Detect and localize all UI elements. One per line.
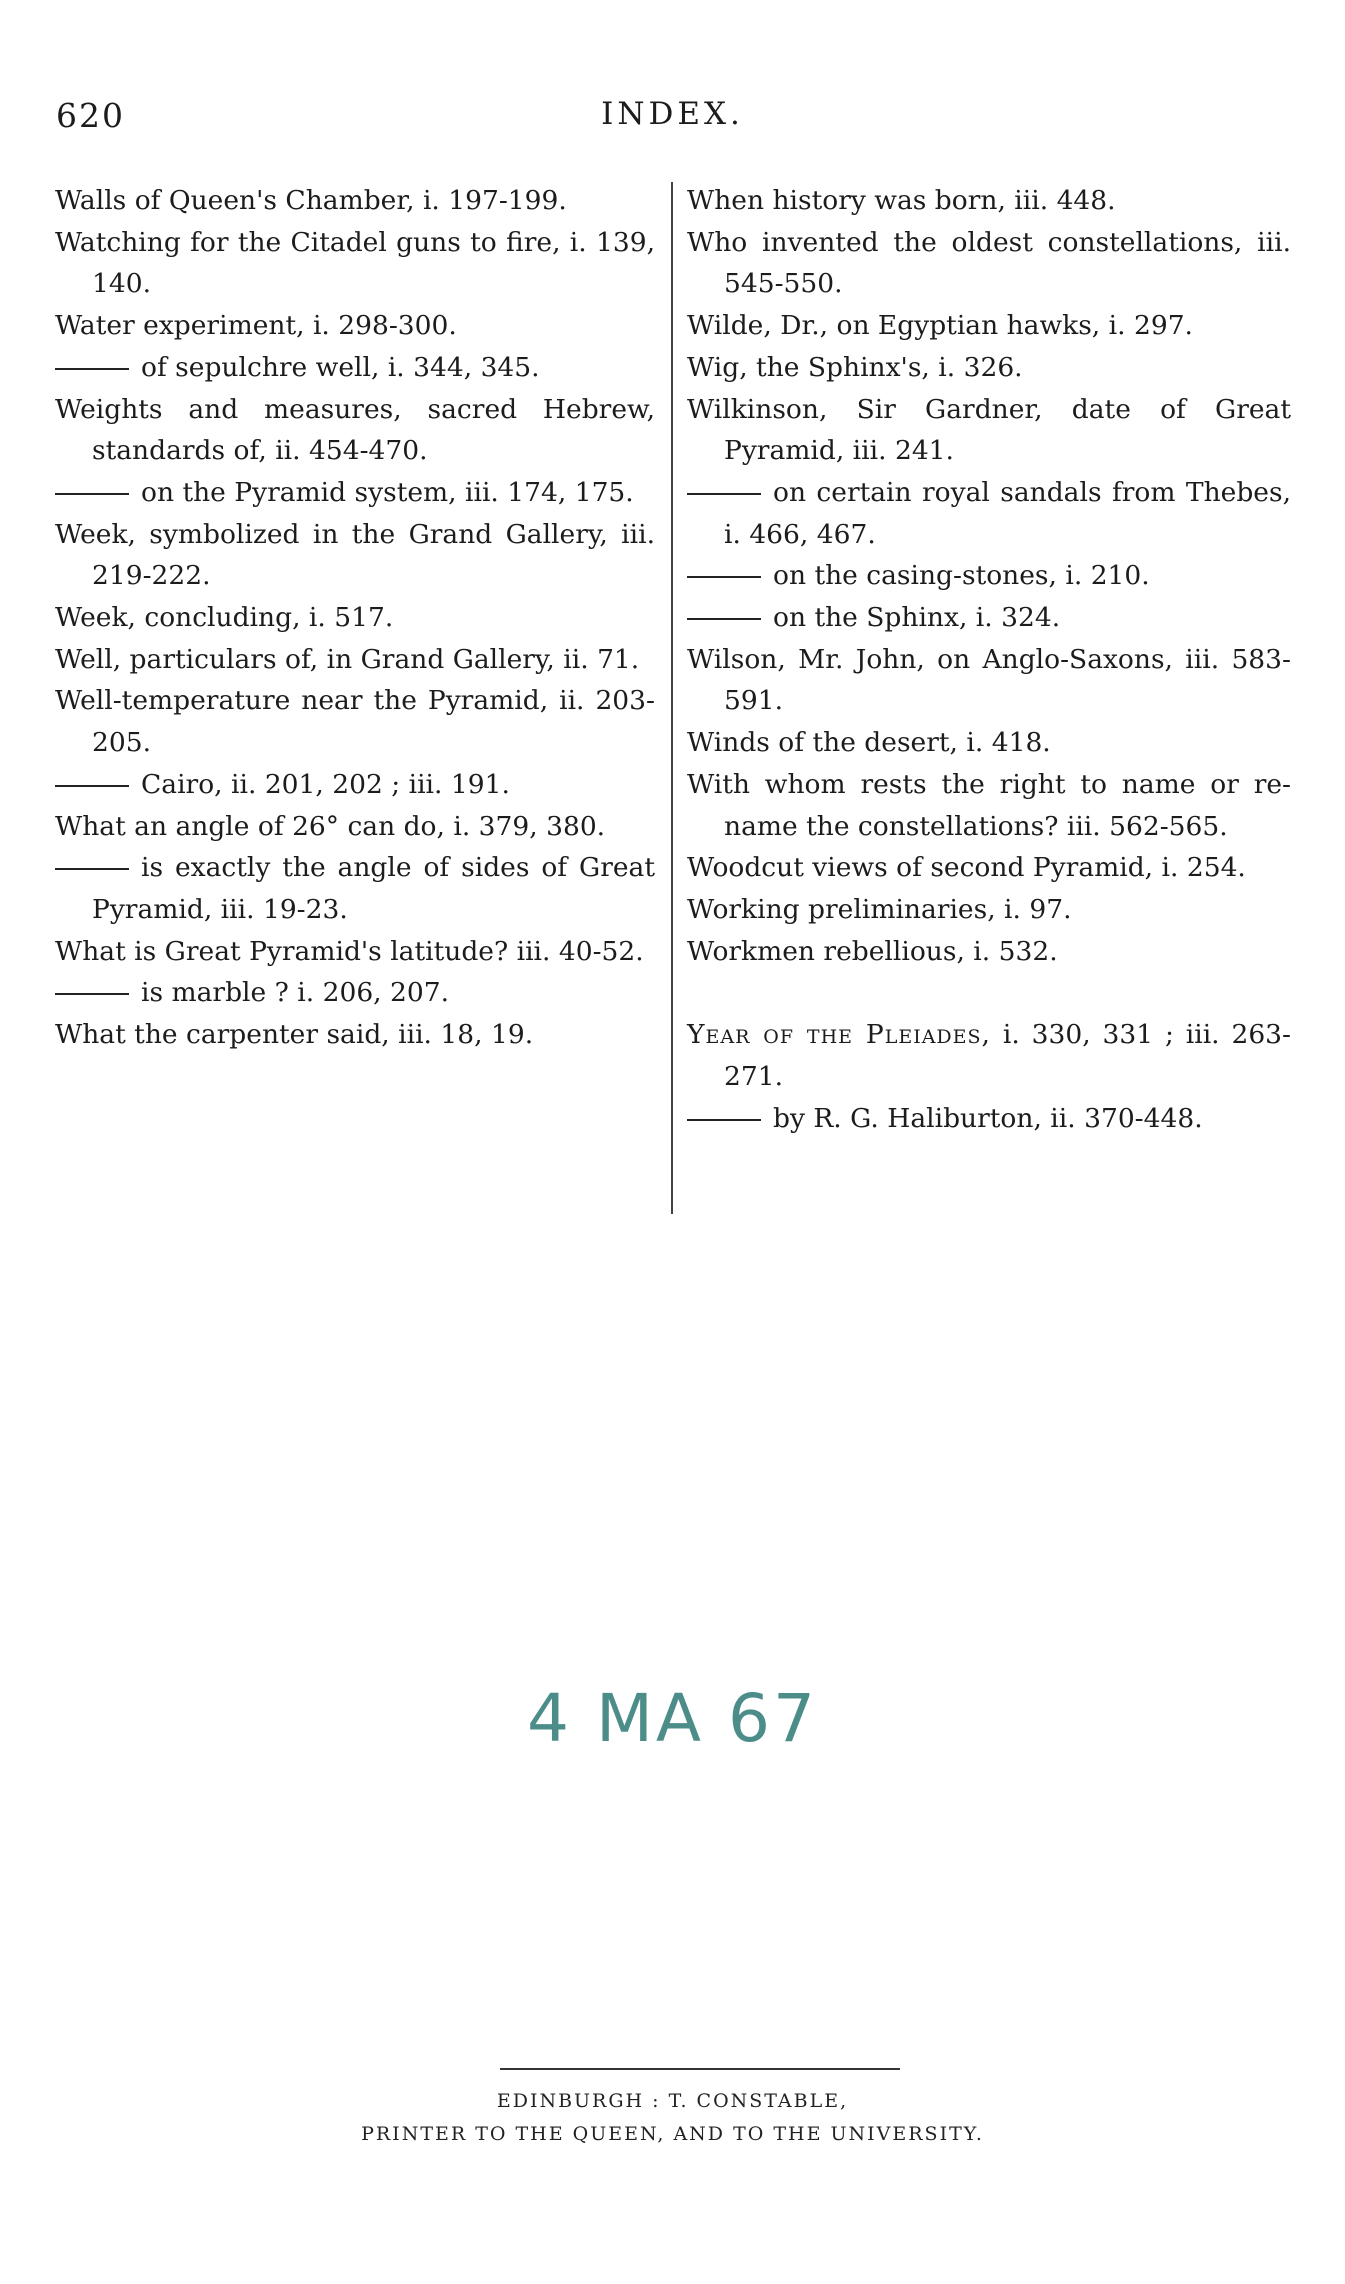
page-header (0, 96, 1345, 142)
ditto-dash (687, 576, 761, 578)
index-entry (55, 180, 655, 222)
index-entry-text: Workmen rebellious, i. 532. (687, 935, 1058, 967)
index-entry-text: on certain royal sandals from Thebes, i. 466, 467. (724, 476, 1291, 550)
index-entry-text: What an angle of 26° can do, i. 379, 380. (55, 810, 606, 842)
index-entry (55, 1014, 655, 1056)
index-entry (687, 764, 1291, 847)
ditto-dash (687, 618, 761, 620)
index-entry (55, 389, 655, 472)
index-entry (687, 639, 1291, 722)
index-entry (55, 472, 655, 514)
index-entry-text: Watching for the Citadel guns to fire, i. 139, 140. (55, 226, 655, 300)
left-index-column (55, 180, 655, 1056)
index-entry-text: Weights and measures, sacred Hebrew, standards of, ii. 454-470. (55, 393, 655, 467)
imprint-rule (500, 2068, 900, 2070)
ditto-dash (687, 493, 761, 495)
index-entry (55, 597, 655, 639)
index-entry-text: Winds of the desert, i. 418. (687, 727, 1051, 759)
index-entry (687, 555, 1291, 597)
index-entry (55, 847, 655, 930)
index-entry (55, 514, 655, 597)
index-entry (55, 222, 655, 305)
index-entry (55, 347, 655, 389)
index-entry-text: Wilde, Dr., on Egyptian hawks, i. 297. (687, 310, 1193, 342)
year-of-pleiades-entry (687, 1014, 1291, 1097)
index-entry (687, 389, 1291, 472)
index-entry-text: When history was born, iii. 448. (687, 185, 1116, 216)
index-entry (687, 889, 1291, 931)
ditto-dash (55, 868, 129, 870)
index-entry (55, 680, 655, 763)
index-entry (55, 931, 655, 973)
index-entry (687, 305, 1291, 347)
ditto-dash (55, 493, 129, 495)
index-entry (687, 847, 1291, 889)
index-entry (687, 472, 1291, 555)
column-divider (671, 182, 673, 1214)
printer-imprint-line-1: EDINBURGH : T. CONSTABLE, (496, 2090, 849, 2112)
index-entry-text: With whom rests the right to name or re-name the constellations? iii. 562-565. (687, 768, 1291, 842)
index-entry-text: Who invented the oldest constellations, iii. 545-550. (687, 226, 1291, 300)
ditto-dash (55, 368, 129, 370)
page-number: 620 (56, 96, 125, 135)
index-entry-text: Week, concluding, i. 517. (55, 602, 394, 634)
ditto-dash (55, 785, 129, 787)
index-entry-text: on the Pyramid system, iii. 174, 175. (141, 476, 634, 508)
index-entry-text: Working preliminaries, i. 97. (687, 893, 1072, 925)
printer-imprint-line-2: PRINTER TO THE QUEEN, AND TO THE UNIVERSITY. (361, 2123, 984, 2145)
index-entry-text: What the carpenter said, iii. 18, 19. (55, 1019, 534, 1051)
index-entry-text: is marble ? i. 206, 207. (141, 977, 450, 1009)
year-entry-refs: i. 330, 331 ; iii. 263-271. (724, 1019, 1291, 1093)
ditto-dash (687, 1119, 761, 1121)
index-entry (687, 931, 1291, 973)
year-sub-entry (687, 1098, 1291, 1140)
index-entry-text: Wilkinson, Sir Gardner, date of Great Pyramid, iii. 241. (687, 393, 1291, 467)
index-entry (55, 639, 655, 681)
right-index-column (687, 180, 1291, 1139)
index-entry-text: Water experiment, i. 298-300. (55, 310, 457, 342)
running-title: INDEX. (601, 96, 744, 132)
index-entry (687, 222, 1291, 305)
index-entry-text: on the Sphinx, i. 324. (773, 602, 1061, 634)
index-entry-text: Wilson, Mr. John, on Anglo-Saxons, iii. 583-591. (687, 643, 1291, 717)
index-entry (687, 722, 1291, 764)
section-gap (687, 972, 1291, 1014)
index-entry-text: Well-temperature near the Pyramid, ii. 203-205. (55, 685, 655, 759)
index-entry (55, 806, 655, 848)
index-entry-text: Well, particulars of, in Grand Gallery, ii. 71. (55, 643, 640, 675)
right-index-entries (687, 180, 1291, 972)
index-entry (55, 764, 655, 806)
index-entry-text: Walls of Queen's Chamber, i. 197-199. (55, 185, 567, 216)
index-entry-text: What is Great Pyramid's latitude? iii. 40-52. (55, 935, 644, 967)
index-entry-text: Wig, the Sphinx's, i. 326. (687, 351, 1023, 383)
index-entry-text: on the casing-stones, i. 210. (773, 560, 1150, 592)
index-entry-text: Woodcut views of second Pyramid, i. 254. (687, 852, 1246, 884)
index-entry (687, 180, 1291, 222)
index-entry-text: is exactly the angle of sides of Great Pyramid, iii. 19-23. (92, 852, 655, 925)
index-entry (687, 597, 1291, 639)
year-sub-entry-text: by R. G. Haliburton, ii. 370-448. (773, 1102, 1203, 1134)
index-entry (687, 347, 1291, 389)
index-entry-text: Week, symbolized in the Grand Gallery, iii. 219-222. (55, 518, 655, 592)
index-entry-text: Cairo, ii. 201, 202 ; iii. 191. (141, 768, 510, 800)
index-entry-text: of sepulchre well, i. 344, 345. (141, 351, 540, 383)
ditto-dash (55, 993, 129, 995)
year-heading: Year of the Pleiades, (687, 1019, 991, 1051)
index-entry (55, 305, 655, 347)
index-entry (55, 972, 655, 1014)
date-stamp: 4 MA 67 (526, 1680, 819, 1757)
